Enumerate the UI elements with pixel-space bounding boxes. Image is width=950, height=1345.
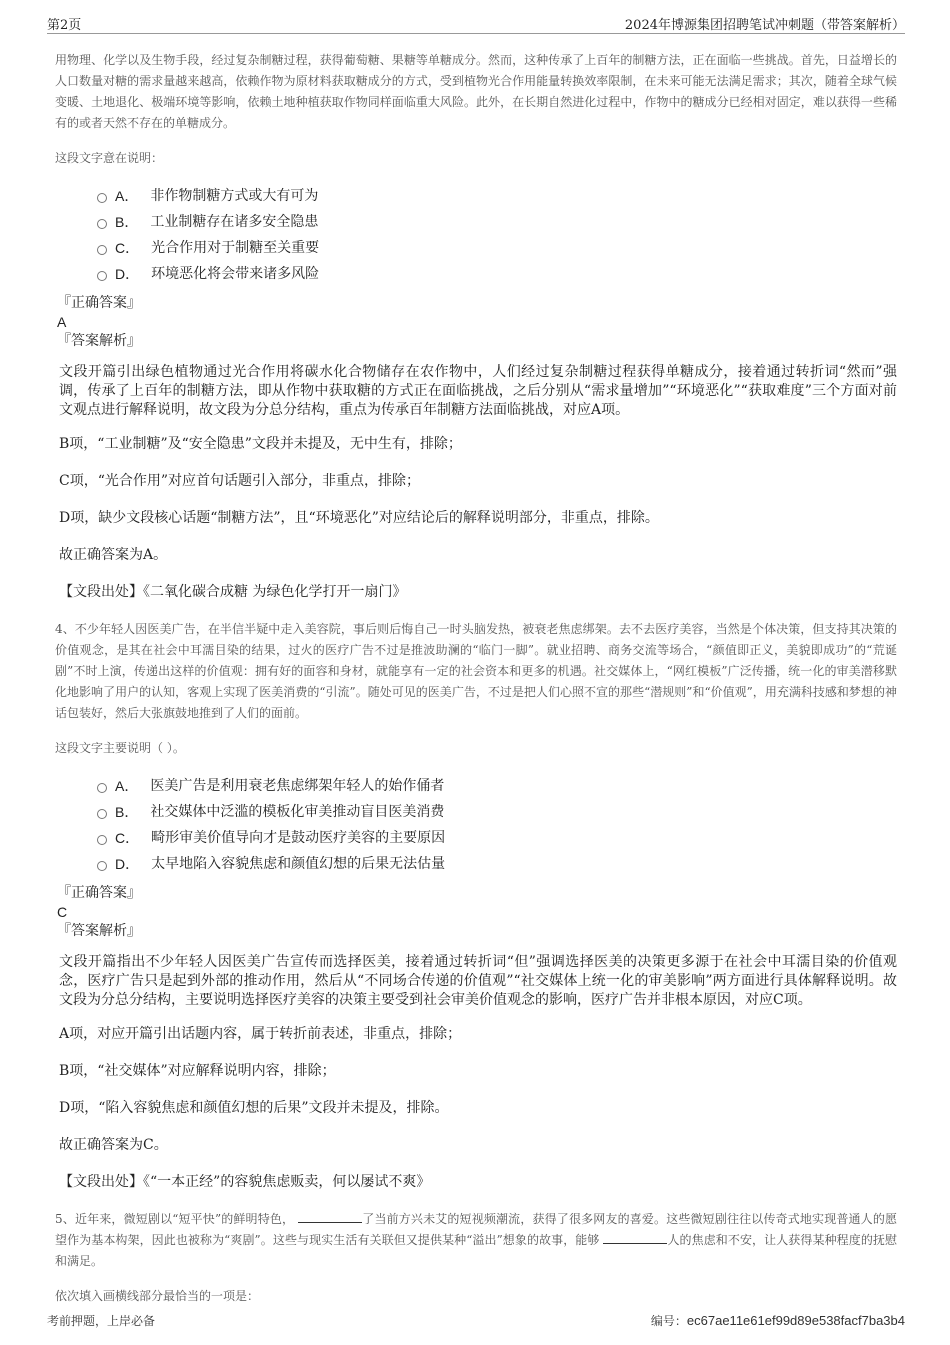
option-key: C． — [115, 240, 140, 256]
option-b[interactable] — [97, 799, 897, 825]
option-key: B． — [115, 804, 139, 820]
question-3-prompt: 这段文字意在说明： — [55, 151, 164, 165]
code-label: 编号： — [650, 1314, 687, 1328]
radio-icon[interactable] — [97, 219, 107, 229]
passage-source: 【文段出处】《“一本正经”的容貌焦虑贩卖，何以屡试不爽》 — [59, 1174, 431, 1190]
analysis-line: A项，对应开篇引出话题内容，属于转折前表述，非重点，排除； — [59, 1026, 462, 1042]
radio-icon[interactable] — [97, 271, 107, 281]
correct-answer-label: 『正确答案』 — [57, 885, 141, 901]
option-text: 非作物制糖方式或大有可为 — [150, 188, 319, 204]
passage-part-3: 人的焦虑和不安，让人获得某种程度的抚慰和满足。 — [55, 1233, 897, 1268]
analysis-text: 文段开篇引出绿色植物通过光合作用将碳水化合物储存在农作物中，人们经过复杂制糖过程获得单糖成分，接着通过转折词“然而”强调，传承了上百年的制糖方法，即从作物中获取糖的方式正在面临挑战，之后分别从“需求量增加”“环境恶化”“获取难度”三个方面对前文观点进行解释说明，故文段为分总分结构，重点为传承百年制糖方法面临挑战，对应A项。 — [59, 364, 897, 418]
correct-answer: A — [57, 314, 67, 330]
code-value: ec67ae11e61ef99d89e538facf7ba3b4 — [686, 1313, 905, 1328]
question-5 — [55, 1209, 897, 1307]
option-d[interactable] — [97, 851, 897, 877]
option-key: A． — [115, 778, 139, 794]
radio-icon[interactable] — [97, 245, 107, 255]
question-4 — [55, 619, 897, 1192]
analysis-label: 『答案解析』 — [57, 923, 141, 939]
document-code — [651, 1312, 905, 1329]
passage-part-1: 5、近年来，微短剧以“短平快”的鲜明特色， — [55, 1212, 295, 1226]
radio-icon[interactable] — [97, 193, 107, 203]
option-c[interactable] — [97, 825, 897, 851]
analysis-line: D项，缺少文段核心话题“制糖方法”，且“环境恶化”对应结论后的解释说明部分，非重点，排除。 — [59, 510, 659, 526]
analysis-line: D项，“陷入容貌焦虑和颜值幻想的后果”文段并未提及，排除。 — [59, 1100, 449, 1116]
option-text: 社交媒体中泛滥的模板化审美推动盲目医美消费 — [150, 804, 445, 820]
option-b[interactable] — [97, 209, 897, 235]
option-key: B． — [115, 214, 139, 230]
option-d[interactable] — [97, 261, 897, 287]
correct-answer-label: 『正确答案』 — [57, 295, 141, 311]
analysis-line: C项，“光合作用”对应首句话题引入部分，非重点，排除； — [59, 473, 421, 489]
page-number: 第2页 — [47, 18, 82, 33]
fill-blank-2 — [603, 1230, 667, 1244]
option-c[interactable] — [97, 235, 897, 261]
radio-icon[interactable] — [97, 835, 107, 845]
fill-blank-1 — [298, 1209, 362, 1223]
page-header — [47, 14, 905, 34]
footer-slogan: 考前押题，上岸必备 — [47, 1314, 156, 1328]
option-key: D． — [115, 266, 140, 282]
question-5-prompt: 依次填入画横线部分最恰当的一项是： — [55, 1289, 260, 1303]
option-a[interactable] — [97, 183, 897, 209]
analysis-label: 『答案解析』 — [57, 333, 141, 349]
option-a[interactable] — [97, 773, 897, 799]
radio-icon[interactable] — [97, 861, 107, 871]
question-5-passage — [55, 1209, 897, 1272]
analysis-line: B项，“社交媒体”对应解释说明内容，排除； — [59, 1063, 336, 1079]
question-4-options — [55, 773, 897, 877]
question-4-prompt: 这段文字主要说明（ ）。 — [55, 741, 185, 755]
option-key: D． — [115, 856, 140, 872]
question-3-options — [55, 183, 897, 287]
analysis-conclusion: 故正确答案为C。 — [59, 1137, 168, 1153]
radio-icon[interactable] — [97, 783, 107, 793]
passage-source: 【文段出处】《二氧化碳合成糖 为绿色化学打开一扇门》 — [59, 584, 407, 600]
page-content — [55, 50, 897, 1321]
analysis-conclusion: 故正确答案为A。 — [59, 547, 168, 563]
analysis-line: B项，“工业制糖”及“安全隐患”文段并未提及，无中生有，排除； — [59, 436, 462, 452]
option-key: A． — [115, 188, 139, 204]
radio-icon[interactable] — [97, 809, 107, 819]
question-4-passage: 4、不少年轻人因医美广告，在半信半疑中走入美容院，事后则后悔自己一时头脑发热，被衰老焦虑绑架。去不去医疗美容，当然是个体决策，但支持其决策的价值观念，是其在社会中耳濡目染的结果，过火的医疗广告不过是推波助澜的“临门一脚”。就业招聘、商务交流等场合，“颜值即正义，美貌即成功”的“荒诞剧”不时上演，传递出这样的价值观：拥有好的面容和身材，就能享有一定的社会资本和更多的机遇。社交媒体上，“网红模板”广泛传播，统一化的审美潜移默化地影响了用户的认知，客观上实现了医美消费的“引流”。随处可见的医美广告，不过是把人们心照不宣的那些“潜规则”和“价值观”，用充满科技感和梦想的神话包装好，然后大张旗鼓地推到了人们的面前。 — [55, 622, 897, 720]
option-text: 医美广告是利用衰老焦虑绑架年轻人的始作俑者 — [150, 778, 445, 794]
document-title: 2024年博源集团招聘笔试冲刺题（带答案解析） — [624, 18, 905, 33]
question-3-passage: 用物理、化学以及生物手段，经过复杂制糖过程，获得葡萄糖、果糖等单糖成分。然而，这种传承了上百年的制糖方法，正在面临一些挑战。首先，日益增长的人口数量对糖的需求量越来越高，依赖作物为原材料获取糖成分的方式，受到植物光合作用能量转换效率限制，在未来可能无法满足需求；其次，随着全球气候变暖、土地退化、极端环境等影响，依赖土地种植获取作物同样面临重大风险。此外，在长期自然进化过程中，作物中的糖成分已经相对固定，难以获得一些稀有的或者天然不存在的单糖成分。 — [55, 53, 897, 130]
option-text: 光合作用对于制糖至关重要 — [151, 240, 320, 256]
option-text: 畸形审美价值导向才是鼓动医疗美容的主要原因 — [151, 830, 446, 846]
correct-answer: C — [57, 904, 68, 920]
option-text: 环境恶化将会带来诸多风险 — [151, 266, 320, 282]
option-text: 工业制糖存在诸多安全隐患 — [150, 214, 319, 230]
question-3 — [55, 50, 897, 602]
analysis-text: 文段开篇指出不少年轻人因医美广告宣传而选择医美，接着通过转折词“但”强调选择医美的决策更多源于在社会中耳濡目染的价值观念，医疗广告只是起到外部的推动作用，然后从“不同场合传递的价值观”“社交媒体上统一化的审美影响”两方面进行具体解释说明。故文段为分总分结构，主要说明选择医疗美容的决策主要受到社会审美价值观念的影响，医疗广告并非根本原因，对应C项。 — [59, 954, 897, 1008]
passage-part-2: 了当前方兴未艾的短视频潮流，获得了很多网友的喜爱。这些微短剧往往以传奇式地实现普通人的愿望作为基本构架，因此也被称为“爽剧”。这些与现实生活有关联但又提供某种“溢出”想象的故事，能够 — [55, 1212, 897, 1247]
option-text: 太早地陷入容貌焦虑和颜值幻想的后果无法估量 — [151, 856, 446, 872]
option-key: C． — [115, 830, 140, 846]
